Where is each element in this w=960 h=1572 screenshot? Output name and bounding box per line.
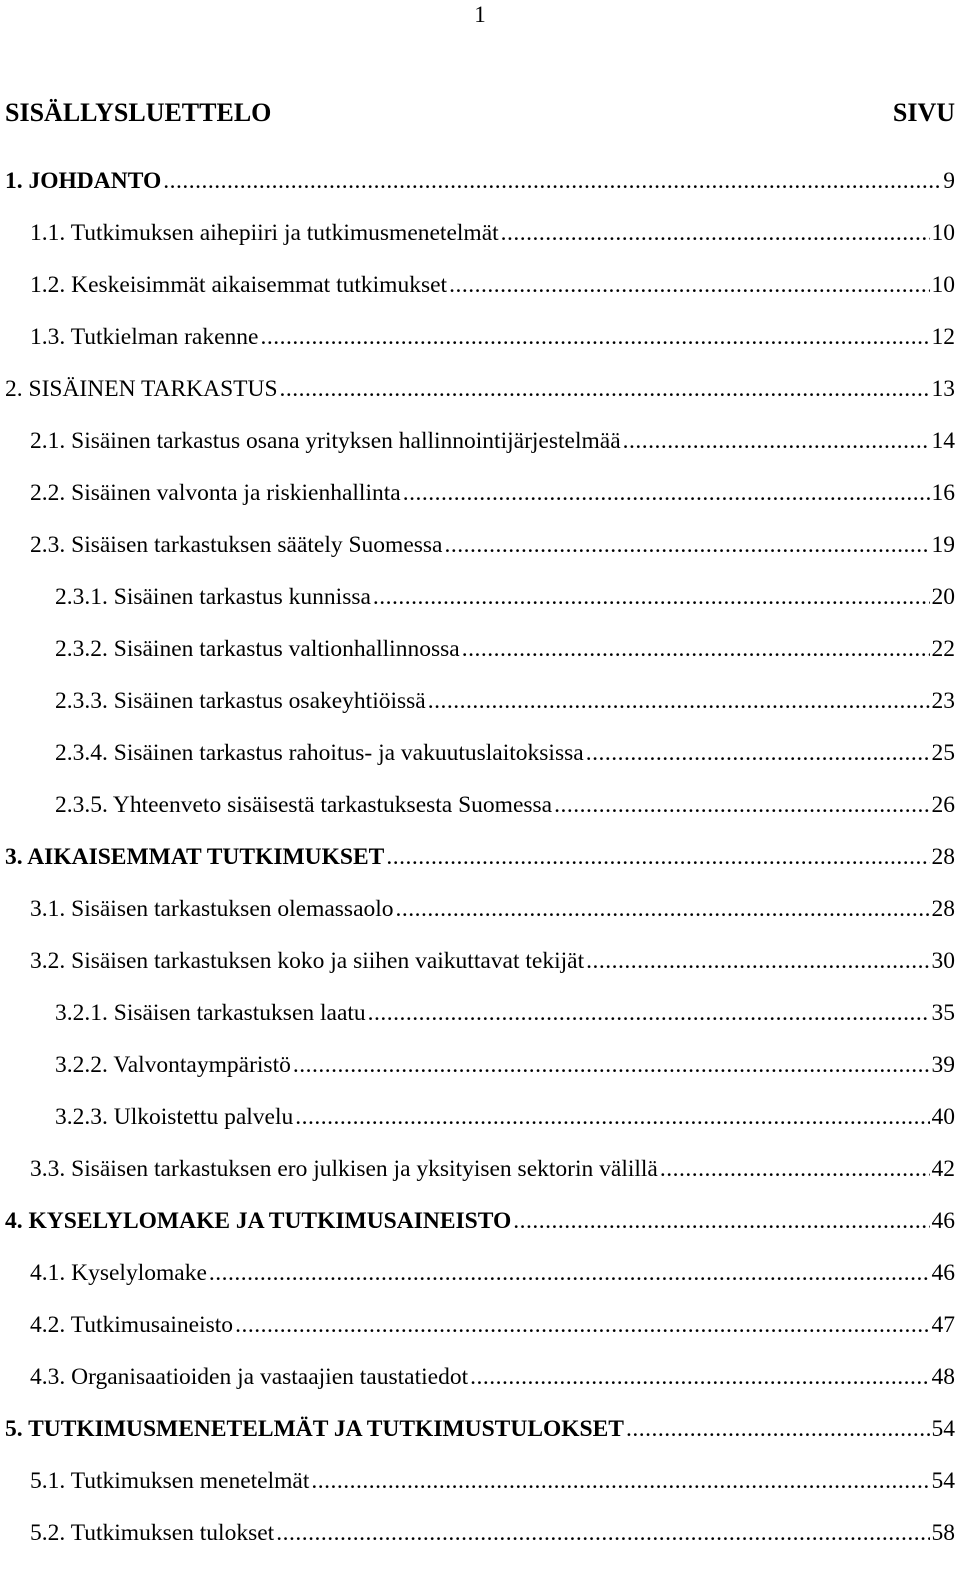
toc-entry[interactable] xyxy=(55,1104,955,1156)
toc-header xyxy=(5,98,955,128)
toc-entry-title: 2.3.5. Yhteenveto sisäisestä tarkastuksesta Suomessa xyxy=(55,792,553,818)
toc-entry[interactable] xyxy=(5,1208,955,1260)
toc-entry-page: 47 xyxy=(931,1312,955,1338)
toc-dot-leader xyxy=(445,532,930,559)
toc-dot-leader xyxy=(623,428,930,455)
toc-dot-leader xyxy=(386,844,929,871)
toc-entry[interactable] xyxy=(55,636,955,688)
toc-dot-leader xyxy=(586,948,929,975)
toc-entry-title: 2.3.2. Sisäinen tarkastus valtionhallinnossa xyxy=(55,636,460,662)
toc-dot-leader xyxy=(293,1052,930,1079)
toc-dot-leader xyxy=(501,220,930,247)
toc-entry-page: 16 xyxy=(931,480,955,506)
toc-dot-leader xyxy=(396,896,930,923)
page-number: 1 xyxy=(474,2,486,27)
toc-entry-page: 20 xyxy=(931,584,955,610)
toc-dot-leader xyxy=(586,740,930,767)
toc-entry-page: 54 xyxy=(931,1468,955,1494)
toc-entry-title: 3.2.2. Valvontaympäristö xyxy=(55,1052,291,1078)
toc-dot-leader xyxy=(449,272,929,299)
toc-entry[interactable] xyxy=(30,1260,955,1312)
toc-entry-title: 1.3. Tutkielman rakenne xyxy=(30,324,259,350)
toc-entry-page: 19 xyxy=(931,532,955,558)
toc-dot-leader xyxy=(276,1520,929,1547)
toc-entry[interactable] xyxy=(55,792,955,844)
toc-entry[interactable] xyxy=(30,948,955,1000)
toc-entry-title: 3.2.3. Ulkoistettu palvelu xyxy=(55,1104,294,1130)
toc-dot-leader xyxy=(513,1208,929,1235)
toc-dot-leader xyxy=(403,480,930,507)
toc-dot-leader xyxy=(373,584,930,611)
toc-entry-page: 26 xyxy=(931,792,955,818)
toc-entry-title: 2.3. Sisäisen tarkastuksen säätely Suomessa xyxy=(30,532,443,558)
toc-entry[interactable] xyxy=(5,168,955,220)
toc-entry-page: 10 xyxy=(931,220,955,246)
toc-dot-leader xyxy=(280,376,930,403)
toc-entry-page: 9 xyxy=(943,168,955,194)
toc-entry[interactable] xyxy=(5,376,955,428)
toc-entry-page: 22 xyxy=(931,636,955,662)
toc-entry[interactable] xyxy=(55,584,955,636)
toc-entry[interactable] xyxy=(30,1156,955,1208)
toc-entry-title: 1. JOHDANTO xyxy=(5,168,162,194)
toc-entry[interactable] xyxy=(30,272,955,324)
toc-title: SISÄLLYSLUETTELO xyxy=(5,98,272,127)
toc-entry[interactable] xyxy=(30,324,955,376)
toc-entry-page: 10 xyxy=(931,272,955,298)
toc-entry-title: 2.3.3. Sisäinen tarkastus osakeyhtiöissä xyxy=(55,688,426,714)
toc-entry-title: 5. TUTKIMUSMENETELMÄT JA TUTKIMUSTULOKSET xyxy=(5,1416,624,1442)
toc-page-label: SIVU xyxy=(892,98,955,127)
toc-entry-title: 2.3.4. Sisäinen tarkastus rahoitus- ja vakuutuslaitoksissa xyxy=(55,740,584,766)
toc-dot-leader xyxy=(368,1000,930,1027)
toc-entry-title: 1.1. Tutkimuksen aihepiiri ja tutkimusmenetelmät xyxy=(30,220,499,246)
toc-entry-title: 2.3.1. Sisäinen tarkastus kunnissa xyxy=(55,584,371,610)
toc-entry-title: 3. AIKAISEMMAT TUTKIMUKSET xyxy=(5,844,385,870)
toc-dot-leader xyxy=(554,792,929,819)
toc-entry[interactable] xyxy=(55,740,955,792)
toc-dot-leader xyxy=(295,1104,929,1131)
toc-entry-page: 39 xyxy=(931,1052,955,1078)
toc-entry[interactable] xyxy=(5,844,955,896)
toc-entry-title: 4.2. Tutkimusaineisto xyxy=(30,1312,234,1338)
toc-dot-leader xyxy=(462,636,930,663)
toc-entry[interactable] xyxy=(30,1468,955,1520)
toc-entry-title: 3.2. Sisäisen tarkastuksen koko ja siihen vaikuttavat tekijät xyxy=(30,948,585,974)
toc-dot-leader xyxy=(235,1312,929,1339)
toc-entry-title: 3.1. Sisäisen tarkastuksen olemassaolo xyxy=(30,896,394,922)
toc-entry-page: 42 xyxy=(931,1156,955,1182)
toc-entry[interactable] xyxy=(30,480,955,532)
toc-dot-leader xyxy=(470,1364,929,1391)
toc-entry-page: 48 xyxy=(931,1364,955,1390)
toc-entry-title: 4.1. Kyselylomake xyxy=(30,1260,207,1286)
toc-entry-title: 2.2. Sisäinen valvonta ja riskienhallinta xyxy=(30,480,401,506)
toc-dot-leader xyxy=(428,688,930,715)
toc-entry-page: 46 xyxy=(931,1260,955,1286)
toc-entry-title: 1.2. Keskeisimmät aikaisemmat tutkimukset xyxy=(30,272,448,298)
toc-entry-page: 40 xyxy=(931,1104,955,1130)
toc-entry-title: 2.1. Sisäinen tarkastus osana yrityksen hallinnointijärjestelmää xyxy=(30,428,621,454)
toc-entry[interactable] xyxy=(55,1000,955,1052)
toc-entry-page: 58 xyxy=(931,1520,955,1546)
toc-entry[interactable] xyxy=(5,1416,955,1468)
toc-entry-page: 25 xyxy=(931,740,955,766)
toc-entry[interactable] xyxy=(55,688,955,740)
toc-entry-page: 12 xyxy=(931,324,955,350)
toc-entry[interactable] xyxy=(30,220,955,272)
toc-entry-title: 3.2.1. Sisäisen tarkastuksen laatu xyxy=(55,1000,366,1026)
toc-entry[interactable] xyxy=(30,532,955,584)
toc-entry[interactable] xyxy=(30,1520,955,1572)
toc-entry-page: 54 xyxy=(931,1416,955,1442)
toc-entry-page: 14 xyxy=(931,428,955,454)
toc-entry-title: 4. KYSELYLOMAKE JA TUTKIMUSAINEISTO xyxy=(5,1208,512,1234)
toc-entry-page: 35 xyxy=(931,1000,955,1026)
toc-entry-page: 30 xyxy=(931,948,955,974)
toc-dot-leader xyxy=(260,324,929,351)
toc-entry[interactable] xyxy=(55,1052,955,1104)
toc-entry[interactable] xyxy=(30,1364,955,1416)
toc-entry-title: 3.3. Sisäisen tarkastuksen ero julkisen ja yksityisen sektorin välillä xyxy=(30,1156,658,1182)
toc-dot-leader xyxy=(163,168,941,195)
toc-entry-title: 2. SISÄINEN TARKASTUS xyxy=(5,376,278,402)
toc-entry-page: 13 xyxy=(931,376,955,402)
toc-entry-page: 46 xyxy=(931,1208,955,1234)
toc-dot-leader xyxy=(209,1260,930,1287)
toc-entry-page: 28 xyxy=(931,896,955,922)
toc-entry-title: 5.1. Tutkimuksen menetelmät xyxy=(30,1468,310,1494)
toc-entry[interactable] xyxy=(30,428,955,480)
toc-entry-title: 5.2. Tutkimuksen tulokset xyxy=(30,1520,275,1546)
toc-entry[interactable] xyxy=(30,896,955,948)
toc-dot-leader xyxy=(311,1468,929,1495)
toc-entry-page: 28 xyxy=(931,844,955,870)
toc-dot-leader xyxy=(660,1156,930,1183)
toc-dot-leader xyxy=(626,1416,930,1443)
toc-entry-title: 4.3. Organisaatioiden ja vastaajien taustatiedot xyxy=(30,1364,469,1390)
toc-entry[interactable] xyxy=(30,1312,955,1364)
toc-entry-page: 23 xyxy=(931,688,955,714)
